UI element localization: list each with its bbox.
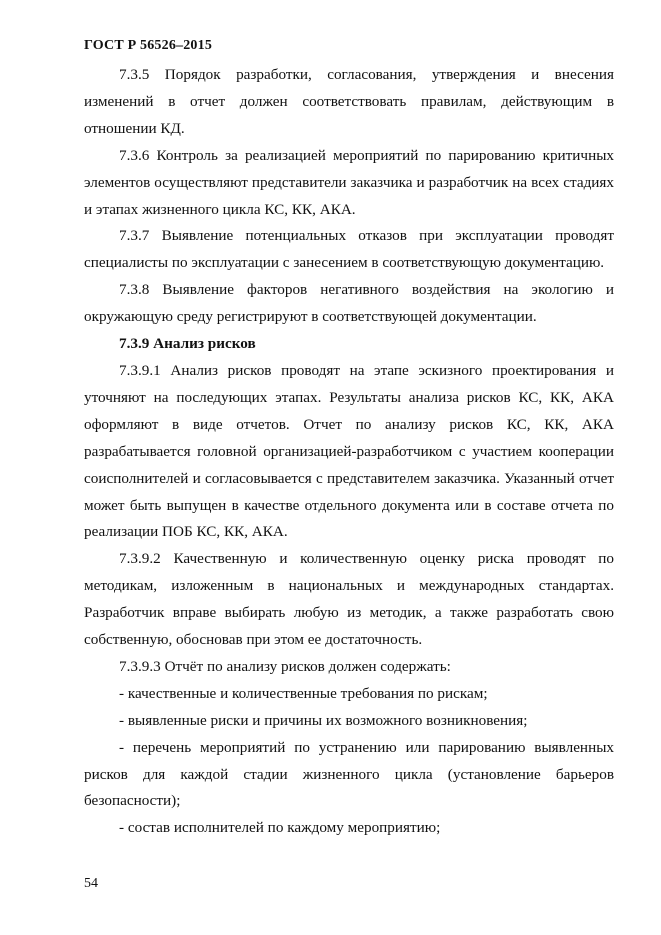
list-item: - выявленные риски и причины их возможного возникновения; [119,711,528,729]
paragraph-7-3-7: 7.3.7 Выявление потенциальных отказов при эксплуатации проводят специалисты по эксплуатации с занесением в соответствующую документацию. [84,227,614,272]
document-body [84,62,614,842]
paragraph-7-3-9-2: 7.3.9.2 Качественную и количественную оценку риска проводят по методикам, изложенным в национальных и международных стандартах. Разработчик вправе выбирать любую из методик, а также разработать свою собственную, обосновав при этом ее достаточность. [84,550,614,649]
section-heading-7-3-9: 7.3.9 Анализ рисков [119,335,256,353]
paragraph-7-3-9-1: 7.3.9.1 Анализ рисков проводят на этапе эскизного проектирования и уточняют на последующих этапах. Результаты анализа рисков КС, КК, АКА оформляют в виде отчетов. Отчет по анализу рисков КС, КК, АКА разрабатывается головной организацией-разработчиком с участием кооперации соисполнителей и согласовывается с представителем заказчика. Указанный отчет может быть выпущен в качестве отдельного документа или в составе отчета по реализации ПОБ КС, КК, АКА. [84,361,614,541]
paragraph-7-3-5: 7.3.5 Порядок разработки, согласования, утверждения и внесения изменений в отчет должен соответствовать правилам, действующим в отношении КД. [84,66,614,137]
paragraph-7-3-6: 7.3.6 Контроль за реализацией мероприятий по парированию критичных элементов осуществляют представители заказчика и разработчик на всех стадиях и этапах жизненного цикла КС, КК, АКА. [84,146,614,218]
list-item: - состав исполнителей по каждому мероприятию; [119,819,441,837]
page-number: 54 [84,876,98,891]
standard-header: ГОСТ Р 56526–2015 [84,38,213,53]
list-item: - качественные и количественные требования по рискам; [119,684,488,702]
paragraph-7-3-9-3: 7.3.9.3 Отчёт по анализу рисков должен содержать: [119,657,451,675]
list-item: - перечень мероприятий по устранению или парированию выявленных рисков для каждой стадии жизненного цикла (установление барьеров безопасности); [84,738,614,810]
paragraph-7-3-8: 7.3.8 Выявление факторов негативного воздействия на экологию и окружающую среду регистрируют в соответствующей документации. [84,281,614,326]
